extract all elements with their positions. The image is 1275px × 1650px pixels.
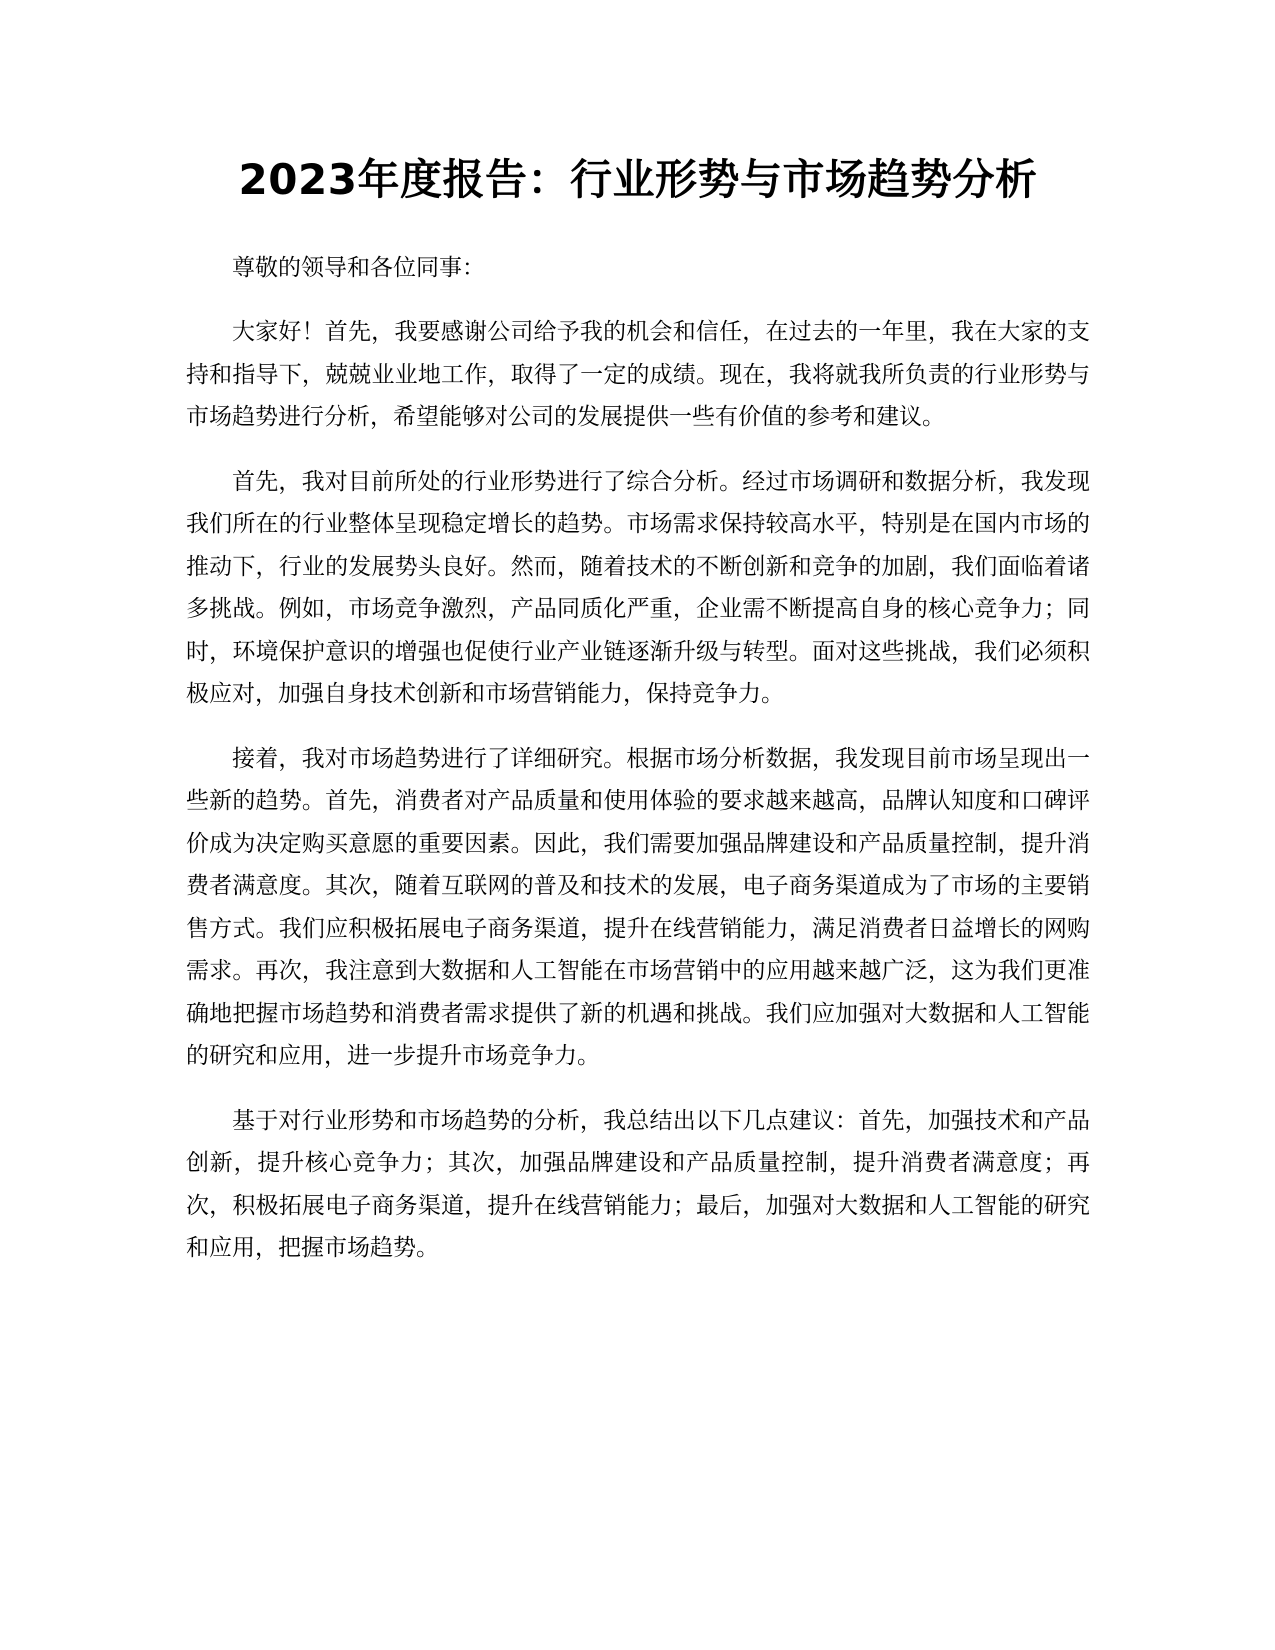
paragraph-market-trends: 接着，我对市场趋势进行了详细研究。根据市场分析数据，我发现目前市场呈现出一些新的趋势。首先，消费者对产品质量和使用体验的要求越来越高，品牌认知度和口碑评价成为决定购买意愿的重要因素。因此，我们需要加强品牌建设和产品质量控制，提升消费者满意度。其次，随着互联网的普及和技术的发展，电子商务渠道成为了市场的主要销售方式。我们应积极拓展电子商务渠道，提升在线营销能力，满足消费者日益增长的网购需求。再次，我注意到大数据和人工智能在市场营销中的应用越来越广泛，这为我们更准确地把握市场趋势和消费者需求提供了新的机遇和挑战。我们应加强对大数据和人工智能的研究和应用，进一步提升市场竞争力。 [186,745,1090,1069]
document-title: 2023年度报告：行业形势与市场趋势分析 [238,155,1038,204]
paragraph-intro: 大家好！首先，我要感谢公司给予我的机会和信任，在过去的一年里，我在大家的支持和指导下，兢兢业业地工作，取得了一定的成绩。现在，我将就我所负责的行业形势与市场趋势进行分析，希望能够对公司的发展提供一些有价值的参考和建议。 [186,319,1090,430]
document-page [186,150,1090,1270]
salutation: 尊敬的领导和各位同事： [232,255,485,281]
paragraph-industry-situation: 首先，我对目前所处的行业形势进行了综合分析。经过市场调研和数据分析，我发现我们所在的行业整体呈现稳定增长的趋势。市场需求保持较高水平，特别是在国内市场的推动下，行业的发展势头良好。然而，随着技术的不断创新和竞争的加剧，我们面临着诸多挑战。例如，市场竞争激烈，产品同质化严重，企业需不断提高自身的核心竞争力；同时，环境保护意识的增强也促使行业产业链逐渐升级与转型。面对这些挑战，我们必须积极应对，加强自身技术创新和市场营销能力，保持竞争力。 [186,468,1090,707]
paragraph-recommendations: 基于对行业形势和市场趋势的分析，我总结出以下几点建议：首先，加强技术和产品创新，提升核心竞争力；其次，加强品牌建设和产品质量控制，提升消费者满意度；再次，积极拓展电子商务渠道，提升在线营销能力；最后，加强对大数据和人工智能的研究和应用，把握市场趋势。 [186,1107,1090,1261]
